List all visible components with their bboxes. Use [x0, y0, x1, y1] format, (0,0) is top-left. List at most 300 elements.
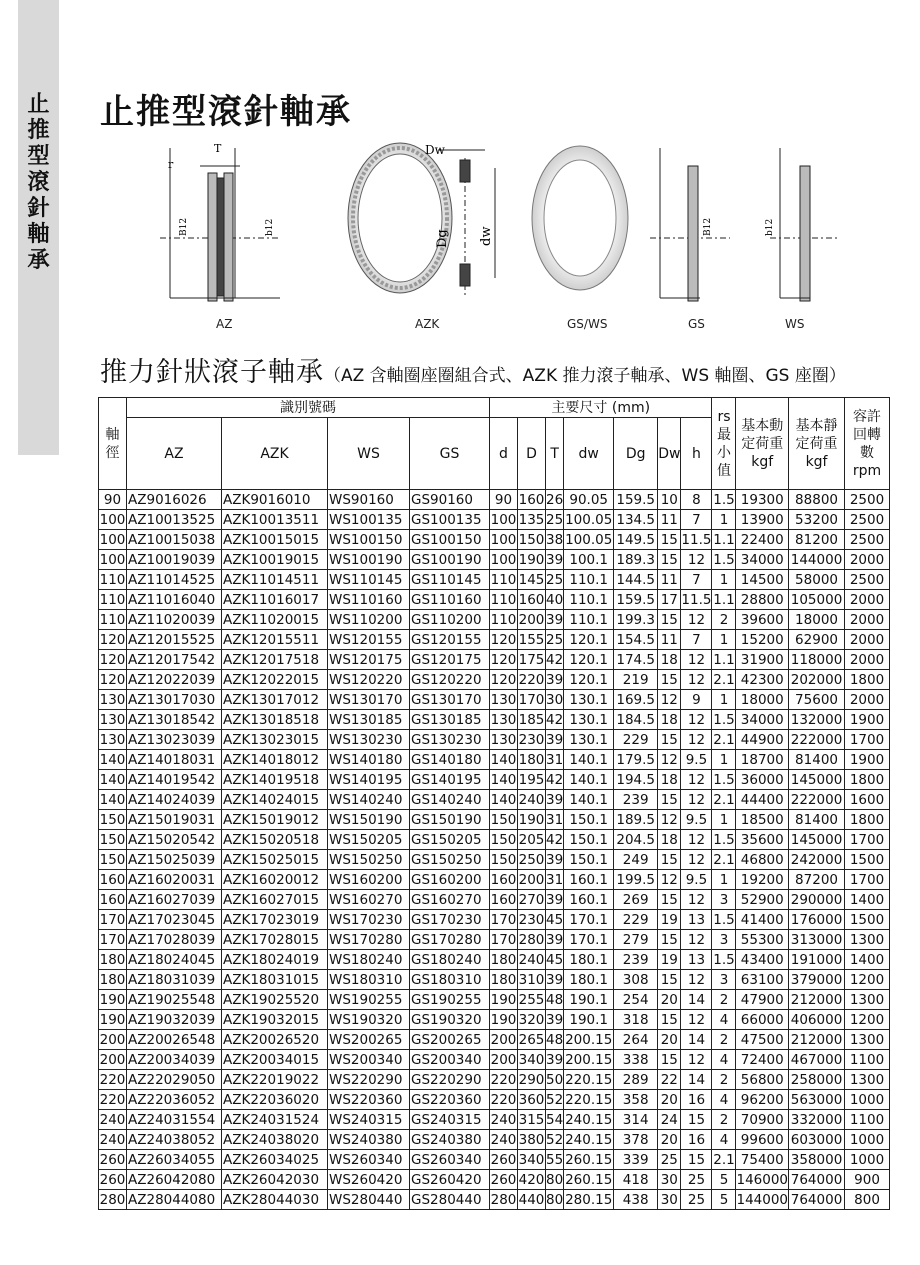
table-cell: AZ22036052	[127, 1090, 222, 1110]
table-row	[99, 810, 890, 830]
table-cell: 5	[712, 1190, 736, 1210]
header-line: 定荷重	[795, 435, 838, 452]
table-cell: 160	[490, 871, 517, 888]
table-cell: 255	[518, 991, 545, 1008]
table-cell: 191000	[789, 950, 845, 970]
table-cell: 120	[99, 631, 126, 648]
table-cell: 42	[546, 831, 564, 848]
table-cell: 250	[518, 851, 545, 868]
table-cell: 1400	[845, 890, 890, 910]
table-cell: 1800	[845, 670, 890, 690]
column-header-ws: WS	[328, 418, 410, 490]
table-cell: GS140195	[410, 770, 490, 790]
table-cell: AZK10015015	[222, 530, 328, 550]
dim-label-r: r	[168, 158, 174, 171]
subtitle-note: （AZ 含軸圈座圈組合式、AZK 推力滾子軸承、WS 軸圈、GS 座圈）	[324, 366, 846, 386]
table-cell: 360	[518, 1091, 545, 1108]
table-cell: 90	[490, 490, 518, 510]
side-tab-char: 承	[27, 248, 50, 273]
table-cell: 190	[490, 991, 517, 1008]
table-cell: 50	[546, 1071, 564, 1088]
table-cell: 30	[658, 1190, 681, 1210]
table-cell: WS170280	[328, 930, 410, 950]
table-cell: 200	[518, 871, 545, 888]
table-cell: 314	[614, 1110, 658, 1130]
table-cell: 160.1	[564, 890, 614, 910]
table-cell: 406000	[789, 1010, 845, 1030]
table-cell: 229	[614, 730, 658, 750]
table-cell: 150	[490, 831, 517, 848]
table-cell: 264	[614, 1030, 658, 1050]
column-header-az: AZ	[127, 418, 222, 490]
table-cell: 41400	[736, 910, 789, 930]
table-cell: AZK28044030	[222, 1190, 328, 1210]
table-cell: 1	[712, 810, 736, 830]
table-cell: 800	[845, 1190, 890, 1210]
table-cell: 110	[99, 591, 126, 608]
table-cell: 279	[614, 930, 658, 950]
table-cell: 87200	[789, 870, 845, 890]
table-cell: GS110145	[410, 570, 490, 590]
header-stat-load	[789, 398, 845, 490]
table-cell: 379000	[789, 970, 845, 990]
column-header-t: T	[546, 418, 564, 490]
dim-label-t: T	[214, 142, 222, 155]
table-cell: WS120155	[328, 630, 410, 650]
table-cell: AZ28044080	[127, 1190, 222, 1210]
table-cell: GS150190	[410, 810, 490, 830]
table-cell: 160	[518, 491, 545, 508]
table-cell: 55300	[736, 930, 789, 950]
table-cell: 12	[681, 850, 712, 870]
table-cell: 100	[490, 531, 517, 548]
table-cell: 120	[490, 631, 517, 648]
header-line: 徑	[105, 444, 120, 461]
bearing-diagrams	[140, 138, 860, 338]
table-cell: 39	[546, 971, 564, 988]
table-cell: 130	[490, 731, 517, 748]
table-cell: AZ18024045	[127, 950, 222, 970]
table-cell: 130	[99, 691, 126, 708]
table-cell: GS200340	[410, 1050, 490, 1070]
table-cell: 212000	[789, 990, 845, 1010]
table-cell: 48	[546, 1031, 564, 1048]
table-cell: AZ15020542	[127, 830, 222, 850]
table-cell: 239	[614, 790, 658, 810]
table-cell: 1100	[845, 1050, 890, 1070]
table-cell: 200.15	[565, 1051, 613, 1068]
table-cell: 26	[546, 491, 564, 508]
table-cell: 150	[99, 851, 126, 868]
figure-label-azk: AZK	[415, 317, 440, 331]
table-cell: GS260340	[410, 1150, 490, 1170]
table-cell: AZK18024019	[222, 950, 328, 970]
table-cell: 2.1	[713, 791, 735, 808]
table-cell: 2000	[845, 630, 890, 650]
table-cell: 42300	[736, 670, 789, 690]
table-cell: 56800	[736, 1070, 789, 1090]
table-cell: AZK15025015	[222, 850, 328, 870]
table-cell: 15	[658, 1050, 681, 1070]
table-cell: 220.15	[565, 1071, 613, 1088]
table-cell: 39600	[736, 610, 789, 630]
table-cell: 190	[518, 551, 545, 568]
table-cell: 7	[681, 570, 712, 590]
table-cell: 1300	[845, 1030, 890, 1050]
table-cell: 39	[546, 551, 564, 568]
table-cell: 105000	[789, 590, 845, 610]
table-cell: WS240380	[328, 1130, 410, 1150]
table-cell: 14	[681, 990, 712, 1010]
table-cell: 2000	[845, 650, 890, 670]
table-cell: AZK10019015	[222, 550, 328, 570]
table-cell: 189.5	[614, 810, 658, 830]
table-row	[99, 1030, 890, 1050]
table-cell: 15	[658, 850, 681, 870]
table-cell: 38	[546, 531, 564, 548]
table-cell: 39	[546, 891, 564, 908]
table-cell: 1	[712, 690, 736, 710]
table-cell: 42	[546, 771, 564, 788]
table-cell: 310	[518, 971, 545, 988]
table-cell: 159.5	[614, 590, 658, 610]
table-row	[99, 1010, 890, 1030]
table-cell: AZ20034039	[127, 1050, 222, 1070]
table-row	[99, 970, 890, 990]
gsws-ring-drawing	[532, 146, 628, 290]
table-cell: 12	[658, 810, 681, 830]
table-cell: 134.5	[614, 510, 658, 530]
table-cell: 12	[658, 690, 681, 710]
table-cell: 10	[658, 490, 681, 510]
table-cell: 140	[490, 771, 517, 788]
table-cell: 240.15	[565, 1131, 613, 1148]
header-dims: 主要尺寸 (mm)	[490, 398, 712, 418]
table-cell: 242000	[789, 850, 845, 870]
table-cell: AZ11016040	[127, 590, 222, 610]
table-cell: AZ18031039	[127, 970, 222, 990]
table-cell: AZ17028039	[127, 930, 222, 950]
table-cell: 179.5	[614, 750, 658, 770]
table-cell: 140	[99, 771, 126, 788]
table-cell: 240	[518, 951, 545, 968]
table-cell: GS150250	[410, 850, 490, 870]
header-dyn-load	[736, 398, 789, 490]
table-cell: 1	[712, 750, 736, 770]
table-cell: 11.5	[681, 591, 712, 608]
table-cell: 63100	[736, 970, 789, 990]
table-cell: 1900	[845, 710, 890, 730]
table-cell: 1400	[845, 950, 890, 970]
table-cell: 378	[614, 1130, 658, 1150]
table-cell: 7	[681, 510, 712, 530]
table-row	[99, 1130, 890, 1150]
table-cell: 1800	[845, 770, 890, 790]
table-cell: WS110200	[328, 610, 410, 630]
table-cell: 290000	[789, 890, 845, 910]
table-cell: AZ10015038	[127, 530, 222, 550]
table-cell: 2500	[845, 530, 890, 550]
table-cell: 42	[546, 651, 564, 668]
table-cell: 240.15	[565, 1111, 613, 1128]
table-cell: WS200265	[328, 1030, 410, 1050]
table-cell: GS170280	[410, 930, 490, 950]
table-row	[99, 1050, 890, 1070]
table-cell: 40	[546, 591, 564, 608]
table-cell: 120.1	[564, 650, 614, 670]
table-cell: 185	[518, 711, 545, 728]
side-tab-text	[18, 92, 59, 274]
table-cell: 110	[99, 611, 126, 628]
table-cell: WS240315	[328, 1110, 410, 1130]
table-cell: 140	[99, 791, 126, 808]
table-cell: 15	[658, 610, 681, 630]
table-cell: 31900	[736, 650, 789, 670]
table-cell: 15	[658, 550, 681, 570]
header-shaft	[99, 398, 127, 490]
table-row	[99, 1110, 890, 1130]
table-cell: 1800	[845, 810, 890, 830]
table-cell: 140	[99, 751, 126, 768]
table-cell: 320	[518, 1011, 545, 1028]
table-cell: 53200	[789, 510, 845, 530]
table-cell: 1.1	[713, 531, 735, 548]
table-cell: 100.05	[565, 531, 613, 548]
table-cell: AZK14018012	[222, 750, 328, 770]
table-cell: 313000	[789, 930, 845, 950]
table-cell: 19200	[736, 870, 789, 890]
table-cell: 39	[546, 671, 564, 688]
gs-section-drawing	[650, 148, 730, 301]
table-cell: AZ26034055	[127, 1150, 222, 1170]
table-cell: AZ12017542	[127, 650, 222, 670]
table-cell: WS100135	[328, 510, 410, 530]
table-cell: 254	[614, 990, 658, 1010]
table-cell: 25	[681, 1170, 712, 1190]
table-cell: 4	[712, 1010, 736, 1030]
table-cell: 20	[658, 990, 681, 1010]
table-cell: 13	[681, 950, 712, 970]
header-line: 定荷重	[741, 435, 784, 452]
table-cell: 12	[681, 790, 712, 810]
table-cell: 45	[546, 911, 564, 928]
table-cell: 7	[681, 630, 712, 650]
table-cell: AZK20034015	[222, 1050, 328, 1070]
dim-label-dw-lower: dw	[479, 226, 494, 246]
table-cell: 1300	[845, 930, 890, 950]
table-cell: 12	[681, 1010, 712, 1030]
table-row	[99, 1170, 890, 1190]
table-cell: 52	[546, 1131, 564, 1148]
table-cell: 3	[712, 930, 736, 950]
table-cell: AZK14024015	[222, 790, 328, 810]
table-cell: AZK14019518	[222, 770, 328, 790]
table-cell: 135	[518, 511, 545, 528]
table-cell: AZ15025039	[127, 850, 222, 870]
table-cell: 318	[614, 1010, 658, 1030]
table-cell: 240	[490, 1131, 517, 1148]
table-cell: 15	[658, 730, 681, 750]
table-cell: 16	[681, 1090, 712, 1110]
table-cell: 15	[658, 530, 681, 550]
table-cell: 2	[712, 1070, 736, 1090]
table-cell: 22	[658, 1070, 681, 1090]
table-cell: 11.5	[681, 531, 712, 548]
table-cell: 180	[490, 971, 517, 988]
header-line: 基本靜	[795, 417, 838, 434]
table-row	[99, 850, 890, 870]
table-cell: 308	[614, 970, 658, 990]
table-cell: AZK10013511	[222, 510, 328, 530]
table-cell: AZK9016010	[222, 490, 328, 510]
table-cell: 154.5	[614, 630, 658, 650]
table-cell: 200.15	[565, 1031, 613, 1048]
table-cell: 420	[518, 1171, 545, 1188]
table-cell: 13900	[736, 510, 789, 530]
table-cell: 15	[658, 970, 681, 990]
table-cell: 110	[490, 611, 517, 628]
table-cell: 195	[518, 771, 545, 788]
column-header-h: h	[681, 418, 712, 490]
table-cell: WS150205	[328, 830, 410, 850]
table-cell: 4	[712, 1050, 736, 1070]
table-cell: 2.1	[713, 731, 735, 748]
table-row	[99, 1090, 890, 1110]
table-cell: 1	[712, 870, 736, 890]
table-cell: 15	[681, 1110, 712, 1130]
table-cell: 190	[490, 1011, 517, 1028]
table-cell: 260.15	[565, 1151, 613, 1168]
table-cell: 169.5	[614, 690, 658, 710]
table-cell: 258000	[789, 1070, 845, 1090]
table-cell: AZK15020518	[222, 830, 328, 850]
table-cell: 764000	[789, 1190, 845, 1210]
table-cell: 15200	[736, 630, 789, 650]
table-cell: GS260420	[410, 1170, 490, 1190]
table-cell: 24	[658, 1110, 681, 1130]
table-cell: 4	[712, 1090, 736, 1110]
table-cell: AZK18031015	[222, 970, 328, 990]
table-cell: GS190320	[410, 1010, 490, 1030]
table-cell: AZ16020031	[127, 870, 222, 890]
table-cell: 110.1	[564, 610, 614, 630]
table-cell: AZ9016026	[127, 490, 222, 510]
table-cell: 39	[546, 791, 564, 808]
table-row	[99, 910, 890, 930]
table-row	[99, 890, 890, 910]
table-cell: WS140180	[328, 750, 410, 770]
table-cell: 80	[546, 1171, 564, 1188]
table-cell: 130	[99, 731, 126, 748]
table-cell: GS220360	[410, 1090, 490, 1110]
table-cell: GS120220	[410, 670, 490, 690]
table-row	[99, 490, 890, 510]
table-cell: GS170230	[410, 910, 490, 930]
table-cell: 81200	[789, 530, 845, 550]
table-cell: 18700	[736, 750, 789, 770]
table-cell: 2	[712, 990, 736, 1010]
table-cell: 563000	[789, 1090, 845, 1110]
table-cell: GS180240	[410, 950, 490, 970]
table-cell: 358	[614, 1090, 658, 1110]
table-cell: 340	[518, 1151, 545, 1168]
header-line: 值	[716, 462, 731, 479]
table-cell: 12	[681, 710, 712, 730]
table-cell: 260.15	[565, 1171, 613, 1188]
table-cell: 39	[546, 931, 564, 948]
table-cell: WS100150	[328, 530, 410, 550]
table-cell: 180.1	[564, 970, 614, 990]
table-row	[99, 570, 890, 590]
table-row	[99, 610, 890, 630]
table-cell: GS190255	[410, 990, 490, 1010]
table-cell: 30	[546, 691, 564, 708]
table-cell: 380	[518, 1131, 545, 1148]
table-cell: 265	[518, 1031, 545, 1048]
table-cell: 229	[614, 910, 658, 930]
table-cell: 39	[546, 611, 564, 628]
table-cell: 280	[518, 931, 545, 948]
table-cell: 17	[658, 590, 681, 610]
table-cell: 100.1	[564, 550, 614, 570]
table-cell: 100	[99, 551, 126, 568]
table-cell: 145	[518, 571, 545, 588]
section-subtitle	[100, 350, 846, 389]
dim-label-gs-b12: B12	[703, 217, 713, 236]
table-cell: 14	[681, 1030, 712, 1050]
table-cell: 2000	[845, 610, 890, 630]
table-cell: GS90160	[410, 490, 490, 510]
side-tab-char: 針	[27, 196, 50, 221]
table-cell: 230	[518, 911, 545, 928]
table-cell: 15	[658, 930, 681, 950]
dim-label-ws-b12: b12	[765, 218, 775, 236]
table-cell: 54	[546, 1111, 564, 1128]
table-cell: 9.5	[681, 870, 712, 890]
table-cell: AZ10013525	[127, 510, 222, 530]
table-cell: 140	[490, 791, 517, 808]
table-cell: 100.05	[565, 511, 613, 528]
header-line: rs	[717, 408, 731, 425]
table-row	[99, 750, 890, 770]
table-cell: GS240380	[410, 1130, 490, 1150]
table-cell: 260	[99, 1171, 126, 1188]
table-cell: AZ13017030	[127, 690, 222, 710]
table-cell: AZK11020015	[222, 610, 328, 630]
table-cell: 31	[546, 751, 564, 768]
table-cell: 1.1	[713, 591, 735, 608]
table-cell: 39	[546, 1051, 564, 1068]
table-row	[99, 870, 890, 890]
table-cell: 220	[99, 1091, 126, 1108]
table-cell: 25	[546, 511, 564, 528]
table-cell: 1.5	[713, 491, 735, 508]
table-cell: 4	[712, 1130, 736, 1150]
table-cell: GS200265	[410, 1030, 490, 1050]
table-cell: AZK12015511	[222, 630, 328, 650]
table-cell: 9.5	[681, 750, 712, 770]
table-row	[99, 510, 890, 530]
table-cell: AZK16027015	[222, 890, 328, 910]
table-cell: 189.3	[614, 550, 658, 570]
table-cell: 18000	[736, 690, 789, 710]
table-cell: 13	[681, 910, 712, 930]
table-cell: 2.1	[713, 1151, 735, 1168]
table-cell: 269	[614, 890, 658, 910]
table-cell: 200	[490, 1051, 517, 1068]
table-cell: 150	[518, 531, 545, 548]
table-cell: AZ22029050	[127, 1070, 222, 1090]
